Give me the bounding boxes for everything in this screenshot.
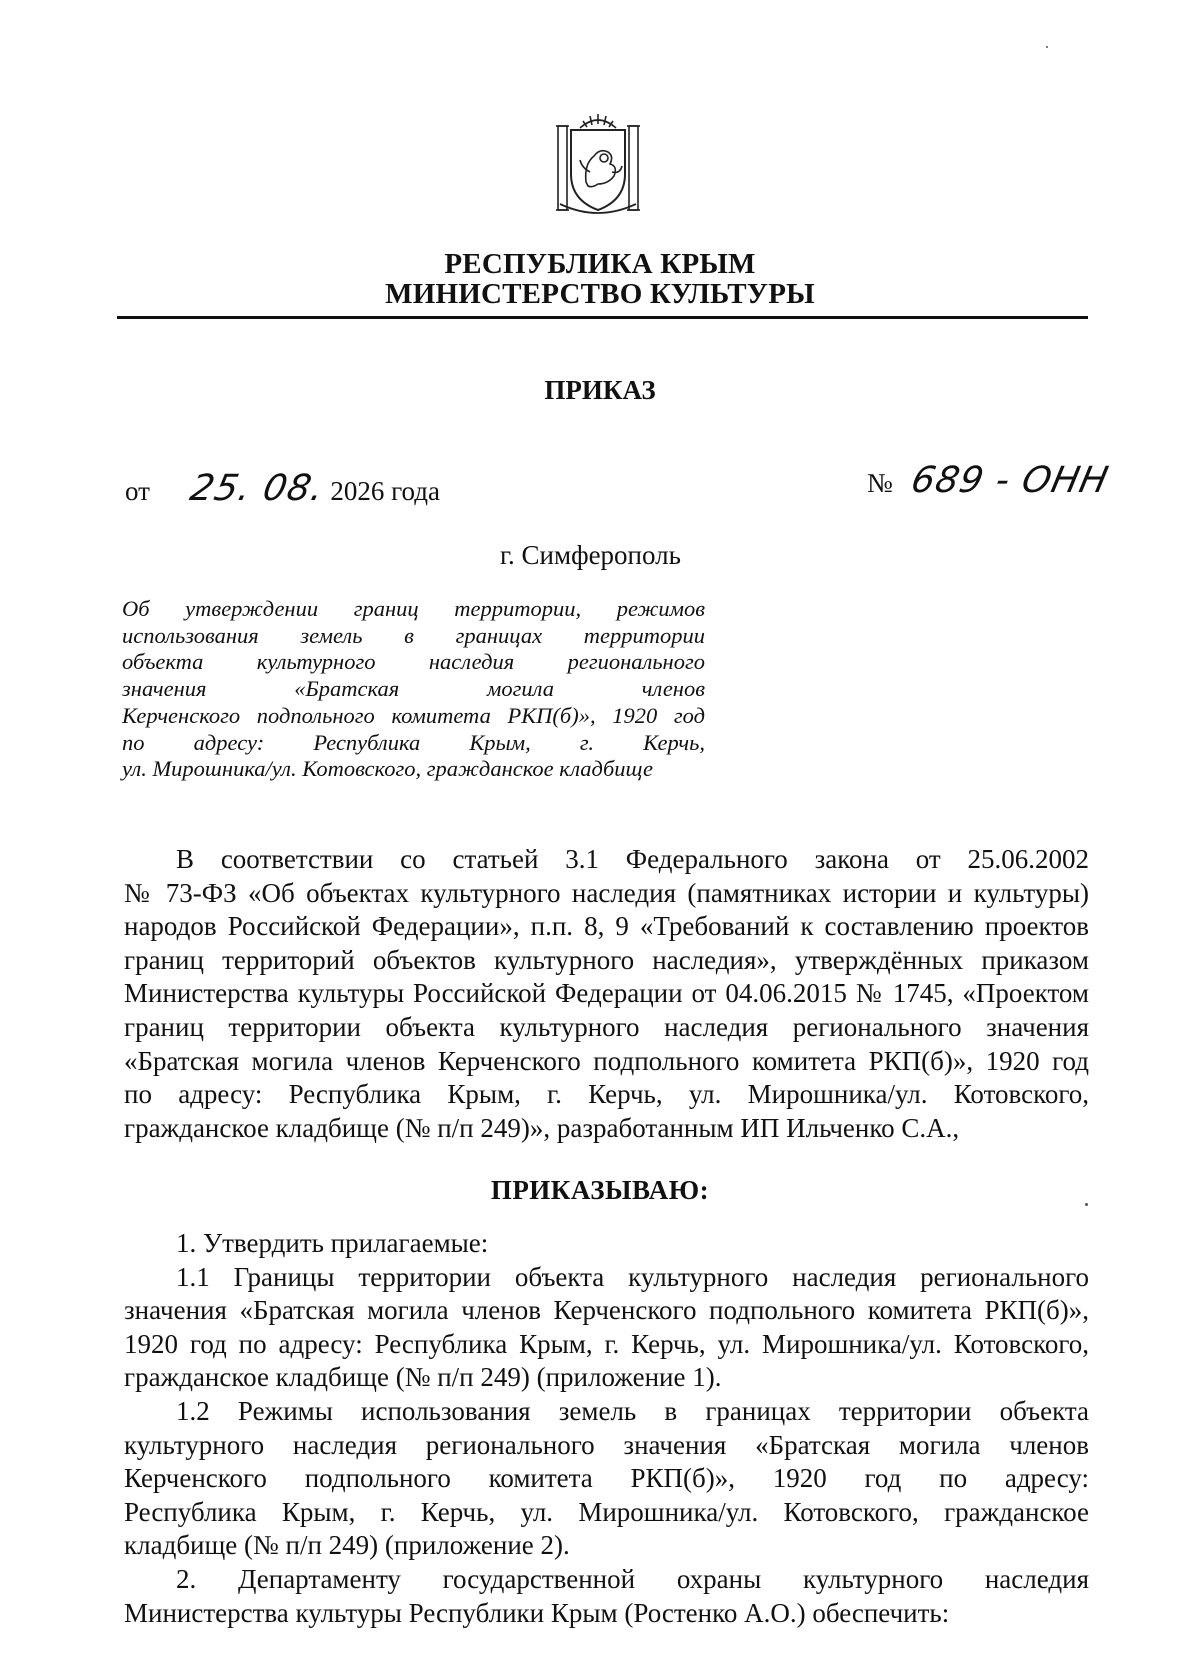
subject-line: значения «Братская могила членов bbox=[122, 676, 705, 702]
preamble-line: № 73-ФЗ «Об объектах культурного наследия (памятниках истории и культуры) bbox=[124, 877, 1089, 908]
preamble-line: границ территории объекта культурного наследия регионального значения bbox=[124, 1011, 1089, 1042]
document-title: ПРИКАЗ bbox=[544, 375, 656, 405]
ministry-name: МИНИСТЕРСТВО КУЛЬТУРЫ bbox=[385, 278, 815, 310]
header-divider bbox=[117, 316, 1088, 319]
preamble-line: по адресу: Республика Крым, г. Керчь, ул. Мирошника/ул. Котовского, bbox=[124, 1079, 1089, 1110]
date-year: 2026 года bbox=[330, 476, 441, 506]
preamble-line: «Братская могила членов Керченского подпольного комитета РКП(б)», 1920 год bbox=[124, 1045, 1089, 1076]
order-directive: ПРИКАЗЫВАЮ: bbox=[490, 1175, 710, 1205]
handwritten-number: 689 - ОНН bbox=[907, 460, 1112, 501]
subject-line: ул. Мирошника/ул. Котовского, гражданское кладбище bbox=[122, 756, 654, 782]
order-subject bbox=[122, 596, 705, 783]
item-line: Министерства культуры Республики Крым (Ростенко А.О.) обеспечить: bbox=[124, 1597, 950, 1628]
subject-line: Об утверждении границ территории, режимов bbox=[122, 596, 705, 621]
preamble-line: границ территорий объектов культурного наследия», утверждённых приказом bbox=[124, 944, 1089, 975]
subject-line: Керченского подпольного комитета РКП(б)», 1920 год bbox=[122, 702, 705, 728]
subject-line: использования земель в границах территории bbox=[122, 622, 705, 648]
crimea-coat-of-arms-emblem bbox=[554, 112, 642, 216]
item-line: Республика Крым, г. Керчь, ул. Мирошника/ул. Котовского, гражданское bbox=[124, 1496, 1089, 1527]
order-number bbox=[867, 460, 1112, 501]
item-line: Керченского подпольного комитета РКП(б)», 1920 год по адресу: bbox=[124, 1463, 1089, 1494]
scan-speck bbox=[1085, 1203, 1088, 1206]
city: г. Симферополь bbox=[500, 540, 681, 570]
subject-line: объекта культурного наследия регионального bbox=[122, 649, 705, 675]
scan-speck bbox=[1046, 46, 1048, 48]
handwritten-date: 25. 08. bbox=[186, 468, 329, 509]
item-line: 1.2 Режимы использования земель в границах территории объекта bbox=[176, 1395, 1089, 1426]
item-line: гражданское кладбище (№ п/п 249) (приложение 1). bbox=[124, 1362, 722, 1393]
item-line: 2. Департаменту государственной охраны культурного наследия bbox=[176, 1563, 1089, 1594]
order-date bbox=[125, 468, 440, 509]
item-line: культурного наследия регионального значения «Братская могила членов bbox=[124, 1429, 1089, 1460]
item-line: значения «Братская могила членов Керченского подпольного комитета РКП(б)», bbox=[124, 1295, 1089, 1326]
subject-line: по адресу: Республика Крым, г. Керчь, bbox=[122, 729, 705, 755]
preamble-line: В соответствии со статьей 3.1 Федерального закона от 25.06.2002 bbox=[176, 844, 1089, 874]
preamble-line: Министерства культуры Российской Федерации от 04.06.2015 № 1745, «Проектом bbox=[124, 978, 1089, 1009]
number-prefix: № bbox=[867, 468, 893, 498]
preamble bbox=[124, 843, 1089, 1145]
order-items bbox=[124, 1227, 1089, 1630]
preamble-line: народов Российской Федерации», п.п. 8, 9 «Требований к составлению проектов bbox=[124, 911, 1089, 942]
item-line: 1. Утвердить прилагаемые: bbox=[176, 1228, 489, 1258]
item-line: 1.1 Границы территории объекта культурного наследия регионального bbox=[176, 1261, 1089, 1292]
republic-name: РЕСПУБЛИКА КРЫМ bbox=[444, 248, 756, 280]
item-line: 1920 год по адресу: Республика Крым, г. Керчь, ул. Мирошника/ул. Котовского, bbox=[124, 1328, 1089, 1359]
preamble-line: гражданское кладбище (№ п/п 249)», разработанным ИП Ильченко С.А., bbox=[124, 1112, 960, 1143]
item-line: кладбище (№ п/п 249) (приложение 2). bbox=[124, 1530, 570, 1561]
date-prefix: от bbox=[125, 476, 150, 506]
